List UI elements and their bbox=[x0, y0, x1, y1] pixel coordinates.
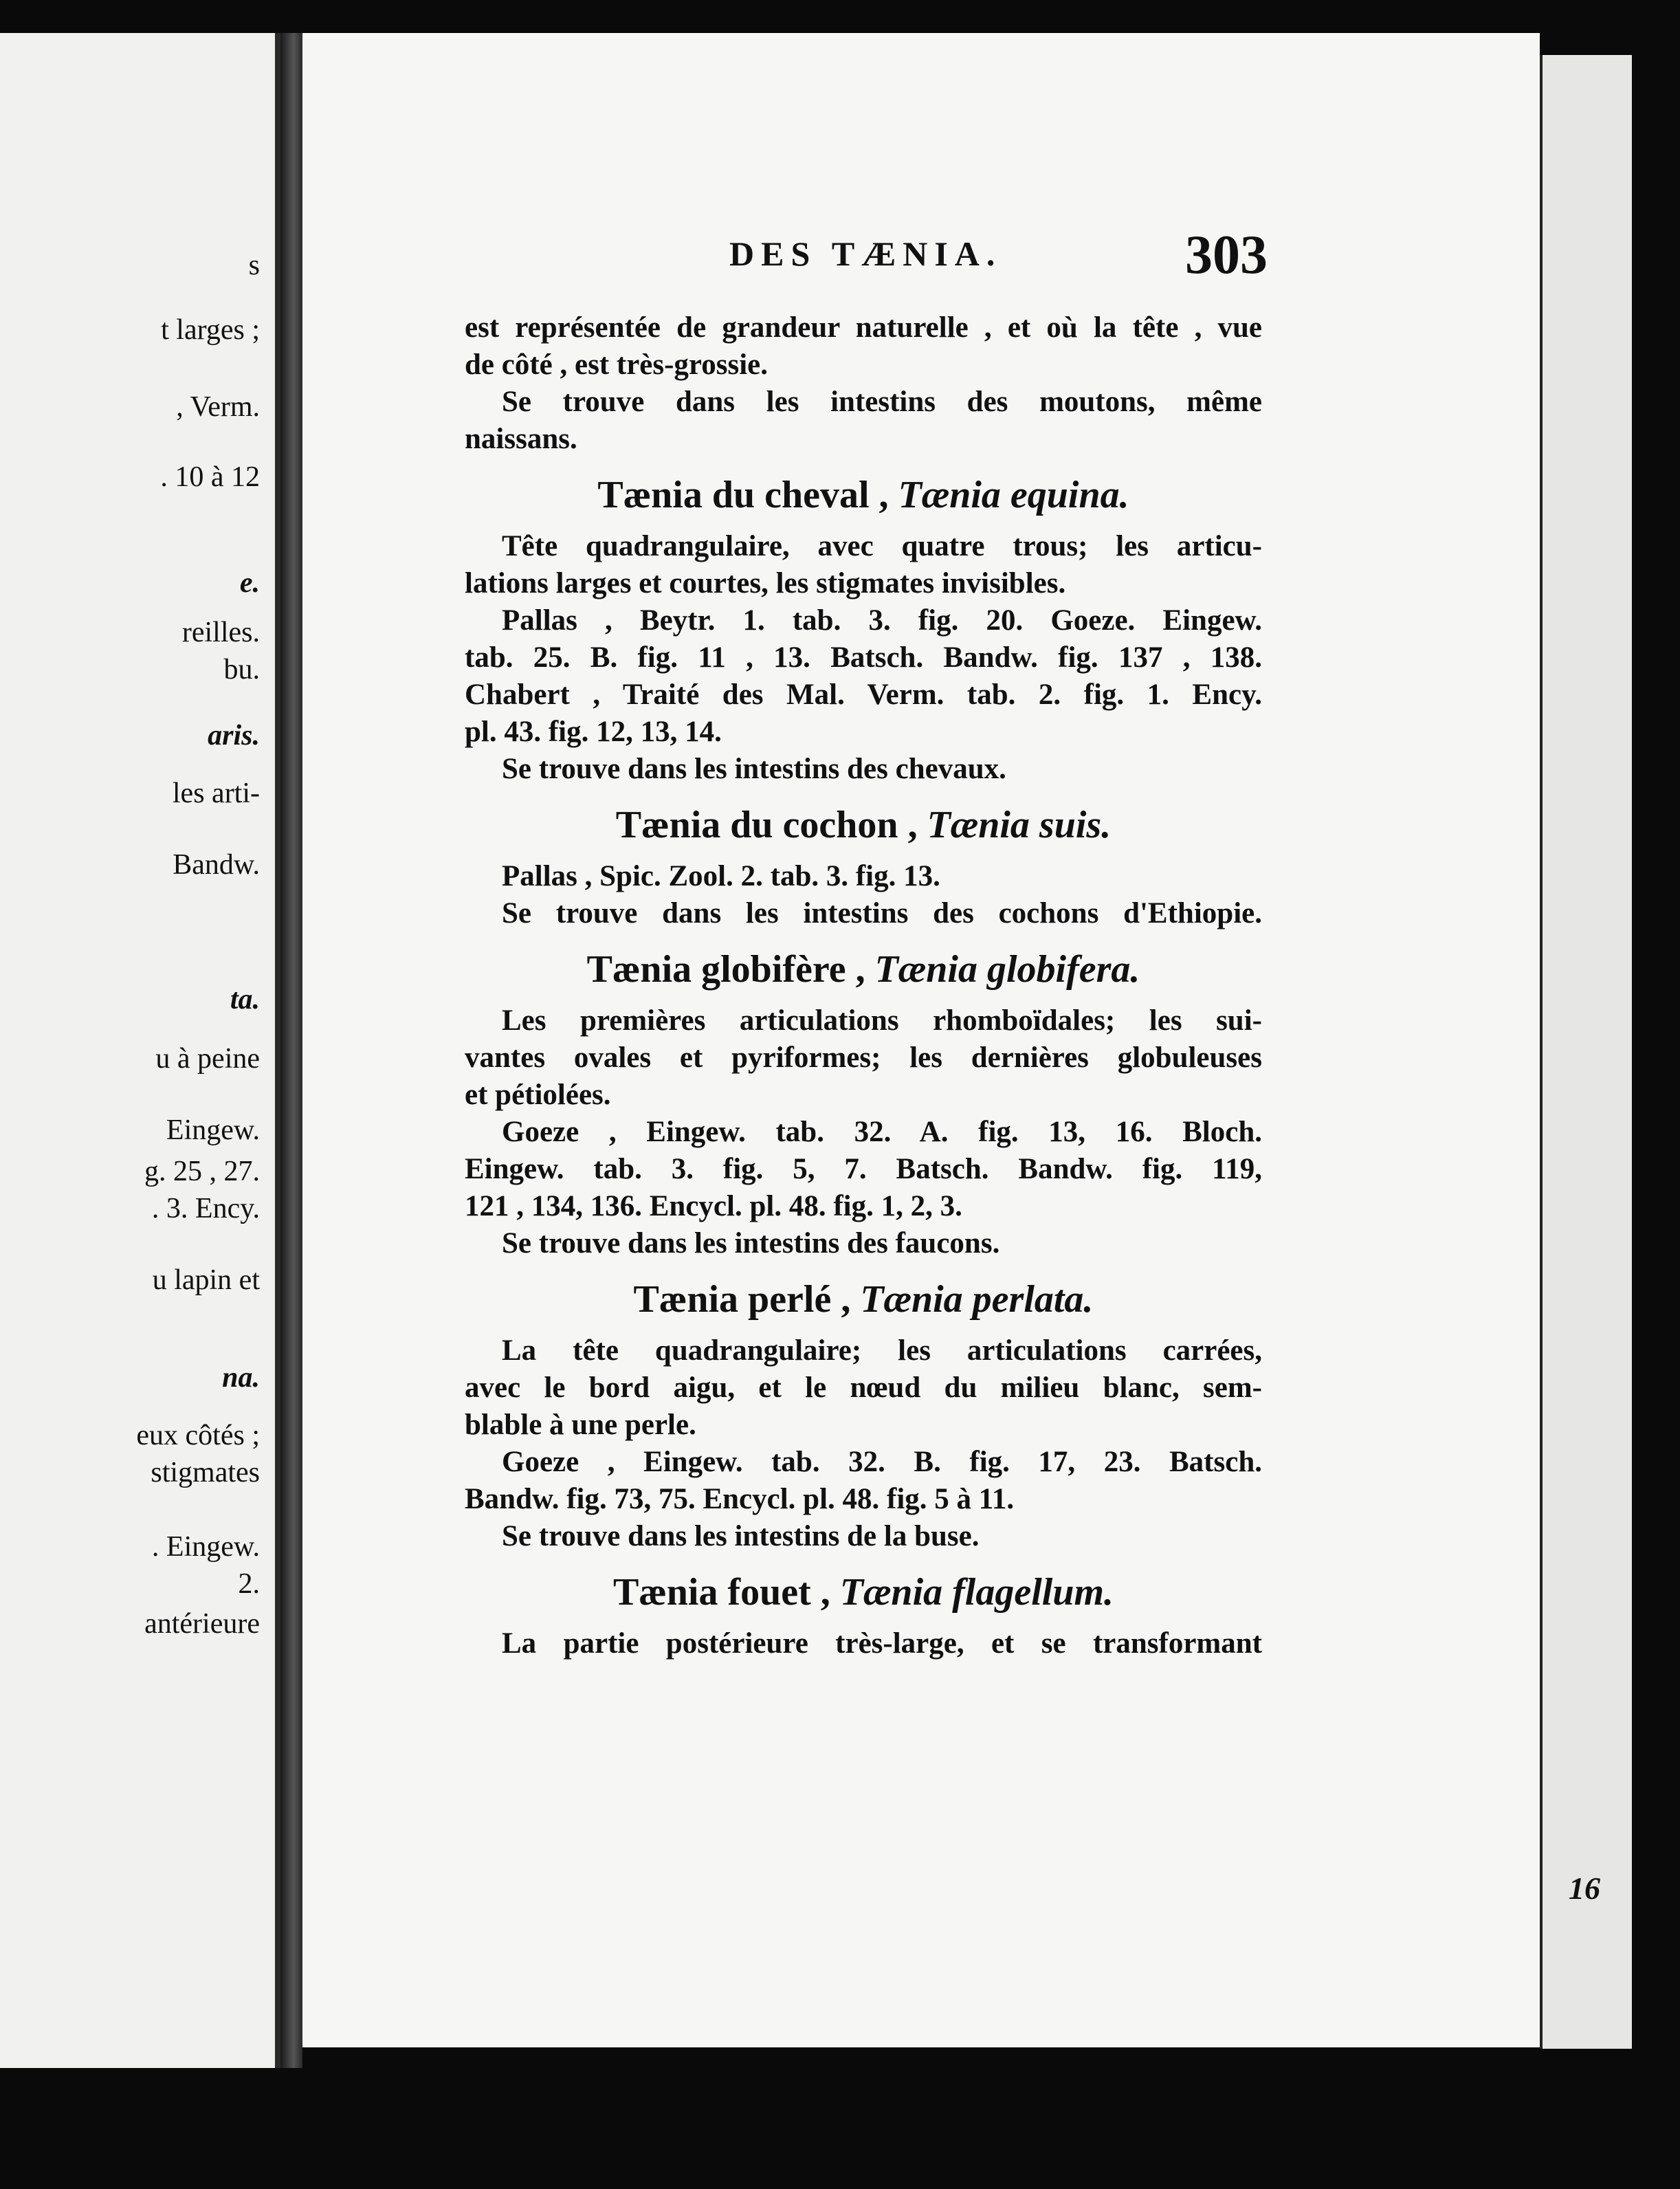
text-line: Eingew. tab. 3. fig. 5, 7. Batsch. Bandw. fig. 119, bbox=[465, 1153, 1262, 1185]
left-page-line: eux côtés ; bbox=[136, 1420, 260, 1451]
text-line: Se trouve dans les intestins des moutons, même bbox=[502, 386, 1262, 418]
text-line: 121 , 134, 136. Encycl. pl. 48. fig. 1, 2, 3. bbox=[465, 1190, 962, 1222]
left-page-line: u à peine bbox=[155, 1043, 260, 1075]
species-heading bbox=[465, 798, 1262, 852]
left-page-line: Bandw. bbox=[173, 849, 260, 881]
left-page-line: g. 25 , 27. bbox=[144, 1156, 260, 1187]
left-page-line: Eingew. bbox=[166, 1114, 260, 1146]
edge-page-number: 16 bbox=[1569, 1871, 1600, 1906]
left-page-line: reilles. bbox=[181, 617, 260, 648]
heading-name: Tænia fouet , bbox=[612, 1571, 840, 1614]
page-body bbox=[465, 309, 1262, 1662]
left-page-line: . Eingew. bbox=[151, 1531, 260, 1563]
heading-latin-name: Tænia suis. bbox=[927, 804, 1112, 846]
text-line: La tête quadrangulaire; les articulations carrées, bbox=[502, 1334, 1262, 1367]
text-line: tab. 25. B. fig. 11 , 13. Batsch. Bandw. fig. 137 , 138. bbox=[465, 641, 1262, 674]
heading-latin-name: Tænia equina. bbox=[898, 474, 1129, 516]
left-page-line: aris. bbox=[208, 720, 260, 751]
heading-latin-name: Tænia globifera. bbox=[874, 948, 1140, 991]
left-page-line: u lapin et bbox=[152, 1264, 260, 1296]
left-page-line: na. bbox=[222, 1362, 260, 1394]
left-page-line: s bbox=[248, 250, 260, 281]
left-page-line: bu. bbox=[223, 654, 260, 685]
left-page bbox=[0, 33, 280, 2068]
text-line: Chabert , Traité des Mal. Verm. tab. 2. fig. 1. Ency. bbox=[465, 679, 1262, 711]
left-page-line: 2. bbox=[238, 1568, 260, 1600]
heading-name: Tænia du cheval , bbox=[597, 474, 898, 516]
heading-latin-name: Tænia flagellum. bbox=[839, 1571, 1114, 1614]
text-line: lations larges et courtes, les stigmates invisibles. bbox=[465, 567, 1066, 600]
text-line: Pallas , Spic. Zool. 2. tab. 3. fig. 13. bbox=[502, 860, 940, 892]
running-head bbox=[465, 225, 1268, 309]
text-line: Se trouve dans les intestins des faucons. bbox=[502, 1227, 1000, 1260]
text-line: Pallas , Beytr. 1. tab. 3. fig. 20. Goeze. Eingew. bbox=[502, 604, 1262, 637]
text-line: et pétiolées. bbox=[465, 1079, 611, 1111]
heading-name: Tænia globifère , bbox=[586, 948, 875, 991]
text-line: pl. 43. fig. 12, 13, 14. bbox=[465, 716, 722, 748]
heading-name: Tænia perlé , bbox=[633, 1278, 861, 1321]
species-heading bbox=[465, 1272, 1262, 1327]
text-line: Goeze , Eingew. tab. 32. A. fig. 13, 16. Bloch. bbox=[502, 1116, 1262, 1148]
text-line: Goeze , Eingew. tab. 32. B. fig. 17, 23. Batsch. bbox=[502, 1446, 1262, 1478]
left-page-line: stigmates bbox=[151, 1457, 260, 1488]
species-heading bbox=[465, 1565, 1262, 1620]
text-line: Se trouve dans les intestins des cochons d'Ethiopie. bbox=[502, 897, 1262, 930]
text-line: Se trouve dans les intestins de la buse. bbox=[502, 1520, 980, 1552]
page-edge bbox=[1540, 55, 1632, 2049]
text-line: vantes ovales et pyriformes; les dernières globuleuses bbox=[465, 1042, 1262, 1074]
heading-name: Tænia du cochon , bbox=[615, 804, 927, 846]
text-line: Tête quadrangulaire, avec quatre trous; les articu- bbox=[502, 530, 1262, 562]
heading-latin-name: Tænia perlata. bbox=[860, 1278, 1094, 1321]
text-line: blable à une perle. bbox=[465, 1409, 696, 1441]
left-page-line: t larges ; bbox=[161, 314, 260, 346]
left-page-line: . 3. Ency. bbox=[151, 1193, 260, 1224]
left-page-line: les arti- bbox=[172, 778, 260, 809]
text-line: Les premières articulations rhomboïdales; les sui- bbox=[502, 1004, 1262, 1037]
page-content bbox=[465, 225, 1268, 1662]
text-line: Bandw. fig. 73, 75. Encycl. pl. 48. fig. 5 à 11. bbox=[465, 1483, 1015, 1515]
species-heading bbox=[465, 942, 1262, 997]
left-page-line: antérieure bbox=[144, 1608, 260, 1640]
left-page-line: . 10 à 12 bbox=[160, 461, 260, 493]
text-line: de côté , est très-grossie. bbox=[465, 349, 768, 381]
left-page-line: ta. bbox=[230, 984, 260, 1015]
species-heading bbox=[465, 468, 1262, 522]
book-gutter bbox=[280, 33, 302, 2068]
page-number: 303 bbox=[1185, 225, 1268, 285]
text-line: est représentée de grandeur naturelle , et où la tête , vue bbox=[465, 311, 1262, 344]
left-page-line: , Verm. bbox=[176, 391, 260, 423]
left-page-line: e. bbox=[239, 567, 260, 599]
text-line: La partie postérieure très-large, et se transformant bbox=[502, 1627, 1262, 1660]
running-title: DES TÆNIA. bbox=[729, 234, 1002, 273]
text-line: naissans. bbox=[465, 423, 577, 455]
text-line: Se trouve dans les intestins des chevaux. bbox=[502, 753, 1006, 785]
text-line: avec le bord aigu, et le nœud du milieu blanc, sem- bbox=[465, 1372, 1262, 1404]
